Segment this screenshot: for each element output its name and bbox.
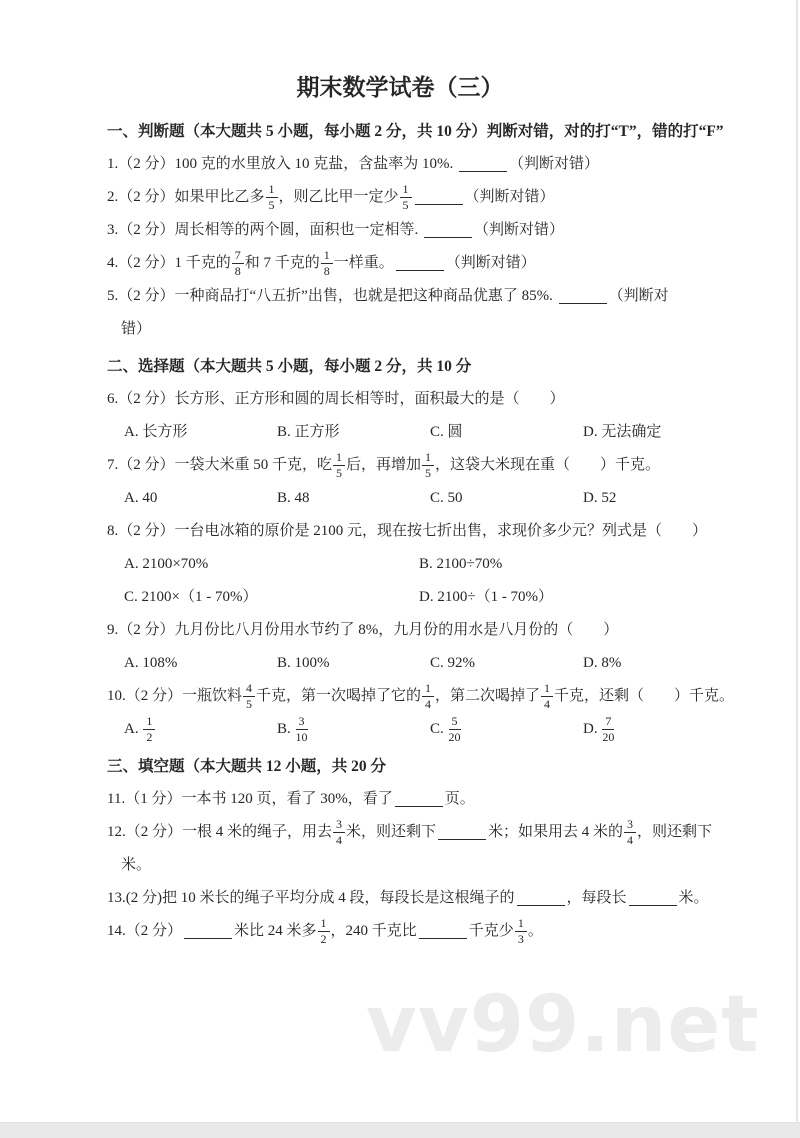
answer-blank bbox=[517, 901, 565, 906]
question-5: 5.（2 分）一种商品打“八五折”出售，也就是把这种商品优惠了 85%. （判断对 错） bbox=[107, 288, 669, 337]
fraction-numerator: 3 bbox=[296, 715, 308, 730]
fraction bbox=[514, 917, 528, 946]
question-7: 7.（2 分）一袋大米重 50 千克，吃 $\frac{1}{5}$ 后，再增加 $\frac{1}{5}$ ，这袋大米现在重（ ）千克。 bbox=[107, 450, 661, 481]
fraction-numerator: 1 bbox=[422, 682, 434, 697]
fraction-denominator: 5 bbox=[246, 697, 253, 712]
question-3: 3.（2 分）周长相等的两个圆，面积也一定相等. （判断对错） bbox=[107, 222, 565, 238]
page-edge bbox=[796, 0, 798, 1122]
question-10: 10.（2 分）一瓶饮料 $\frac{4}{5}$ 千克，第一次喝掉了它的 $\frac{1}{4}$ ，第二次喝掉了 $\frac{1}{4}$ 千克，还剩（ ）千克。 bbox=[107, 681, 735, 712]
fraction-denominator: 20 bbox=[448, 730, 461, 745]
option: B. 100% bbox=[277, 655, 330, 671]
fraction bbox=[623, 818, 637, 847]
fraction-denominator: 5 bbox=[402, 198, 409, 213]
answer-blank bbox=[395, 802, 443, 807]
fraction bbox=[540, 682, 554, 711]
answer-blank bbox=[559, 299, 607, 304]
question-9: 9.（2 分）九月份比八月份用水节约了 8%，九月份的用水是八月份的（ ） bbox=[107, 622, 619, 638]
fraction bbox=[332, 451, 346, 480]
option: B. $\frac{3}{10}$ bbox=[277, 714, 308, 745]
options-row-q10 bbox=[107, 713, 747, 746]
page-title: 期末数学试卷（三） bbox=[296, 75, 504, 100]
fraction-denominator: 5 bbox=[336, 466, 343, 481]
fraction-denominator: 10 bbox=[295, 730, 308, 745]
section-heading-choice: 二、选择题（本大题共 5 小题，每小题 2 分，共 10 分 bbox=[107, 358, 472, 375]
fraction-numerator: 1 bbox=[422, 451, 434, 466]
fraction-numerator: 1 bbox=[515, 917, 527, 932]
question-8: 8.（2 分）一台电冰箱的原价是 2100 元，现在按七折出售，求现价多少元？列式是（ ） bbox=[107, 523, 708, 539]
section-heading-judgement: 一、判断题（本大题共 5 小题，每小题 2 分，共 10 分）判断对错，对的打“T”，错的打“F” bbox=[107, 123, 724, 140]
section-heading-fill: 三、填空题（本大题共 12 小题，共 20 分 bbox=[107, 758, 387, 775]
fraction-denominator: 4 bbox=[425, 697, 432, 712]
fraction-denominator: 2 bbox=[320, 932, 327, 947]
fraction-denominator: 4 bbox=[627, 833, 634, 848]
fraction bbox=[399, 183, 413, 212]
option: C. 圆 bbox=[430, 424, 463, 440]
fraction-numerator: 1 bbox=[541, 682, 553, 697]
option: A. 40 bbox=[124, 490, 158, 506]
question-2: 2.（2 分）如果甲比乙多 $\frac{1}{5}$ ，则乙比甲一定少 $\frac{1}{5}$ （判断对错） bbox=[107, 182, 555, 213]
fraction bbox=[231, 249, 245, 278]
fraction-denominator: 2 bbox=[146, 730, 153, 745]
option: D. 8% bbox=[583, 655, 622, 671]
fraction-denominator: 5 bbox=[425, 466, 432, 481]
fraction-numerator: 1 bbox=[266, 183, 278, 198]
fraction-denominator: 5 bbox=[268, 198, 275, 213]
fraction-numerator: 1 bbox=[318, 917, 330, 932]
fraction bbox=[448, 715, 462, 744]
question-14: 14.（2 分） 米比 24 米多 $\frac{1}{2}$ ，240 千克比 千克少 $\frac{1}{3}$ 。 bbox=[107, 916, 543, 947]
option: A. $\frac{1}{2}$ bbox=[124, 713, 277, 746]
section-fill bbox=[107, 750, 747, 948]
fraction-denominator: 8 bbox=[323, 264, 330, 279]
answer-blank bbox=[419, 934, 467, 939]
section-judgement bbox=[107, 115, 747, 346]
watermark: vv99.net bbox=[366, 980, 760, 1070]
fraction bbox=[320, 249, 334, 278]
option: D. 2100÷（1 - 70%） bbox=[419, 589, 554, 605]
fraction-numerator: 7 bbox=[602, 715, 614, 730]
fraction-numerator: 4 bbox=[243, 682, 255, 697]
options-row-q9 bbox=[107, 647, 747, 680]
options-row-q8 bbox=[107, 548, 747, 614]
fraction-numerator: 5 bbox=[449, 715, 461, 730]
option: A. 长方形 bbox=[124, 424, 188, 440]
answer-blank bbox=[424, 233, 472, 238]
option: B. 2100÷70% bbox=[419, 556, 503, 572]
option: A. 2100×70% bbox=[124, 556, 209, 572]
fraction-numerator: 3 bbox=[624, 818, 636, 833]
fraction-numerator: 1 bbox=[321, 249, 333, 264]
fraction bbox=[242, 682, 256, 711]
option: A. 108% bbox=[124, 655, 178, 671]
option: B. 48 bbox=[277, 490, 310, 506]
question-6: 6.（2 分）长方形、正方形和圆的周长相等时，面积最大的是（ ） bbox=[107, 391, 565, 407]
fraction bbox=[295, 715, 309, 744]
question-13: 13.(2 分)把 10 米长的绳子平均分成 4 段，每段长是这根绳子的 ，每段长 米。 bbox=[107, 890, 709, 906]
fraction bbox=[601, 715, 615, 744]
fraction bbox=[421, 451, 435, 480]
fraction-denominator: 4 bbox=[336, 833, 343, 848]
option: B. 正方形 bbox=[277, 424, 340, 440]
exam-content bbox=[107, 115, 747, 948]
fraction bbox=[421, 682, 435, 711]
options-row-q6 bbox=[107, 416, 747, 449]
fraction bbox=[317, 917, 331, 946]
question-1: 1.（2 分）100 克的水里放入 10 克盐，含盐率为 10%. （判断对错） bbox=[107, 156, 600, 172]
answer-blank bbox=[629, 901, 677, 906]
fraction bbox=[265, 183, 279, 212]
question-12: 12.（2 分）一根 4 米的绳子，用去 $\frac{3}{4}$ 米，则还剩下 米；如果用去 4 米的 $\frac{3}{4}$ ，则还剩下 米。 bbox=[107, 817, 713, 873]
question-11: 11.（1 分）一本书 120 页，看了 30%，看了 页。 bbox=[107, 791, 475, 807]
fraction-numerator: 1 bbox=[333, 451, 345, 466]
answer-blank bbox=[184, 934, 232, 939]
fraction bbox=[332, 818, 346, 847]
option: D. 无法确定 bbox=[583, 424, 662, 440]
answer-blank bbox=[415, 200, 463, 205]
fraction-denominator: 20 bbox=[602, 730, 615, 745]
option: D. $\frac{7}{20}$ bbox=[583, 714, 615, 745]
option: C. $\frac{5}{20}$ bbox=[430, 714, 461, 745]
fraction-denominator: 8 bbox=[234, 264, 241, 279]
answer-blank bbox=[459, 167, 507, 172]
fraction-numerator: 3 bbox=[333, 818, 345, 833]
question-4: 4.（2 分）1 千克的 $\frac{7}{8}$ 和 7 千克的 $\frac{1}{8}$ 一样重。 （判断对错） bbox=[107, 248, 536, 279]
option: C. 92% bbox=[430, 655, 475, 671]
fraction-denominator: 4 bbox=[544, 697, 551, 712]
answer-blank bbox=[438, 835, 486, 840]
options-row-q7 bbox=[107, 482, 747, 515]
fraction-numerator: 1 bbox=[143, 715, 155, 730]
option: C. 50 bbox=[430, 490, 463, 506]
page-bottom-band bbox=[0, 1122, 800, 1138]
fraction-numerator: 7 bbox=[232, 249, 244, 264]
answer-blank bbox=[396, 266, 444, 271]
option: C. 2100×（1 - 70%） bbox=[124, 589, 258, 605]
fraction-numerator: 1 bbox=[400, 183, 412, 198]
fraction bbox=[142, 715, 156, 744]
section-choice bbox=[107, 350, 747, 746]
fraction-denominator: 3 bbox=[517, 932, 524, 947]
option: D. 52 bbox=[583, 490, 617, 506]
